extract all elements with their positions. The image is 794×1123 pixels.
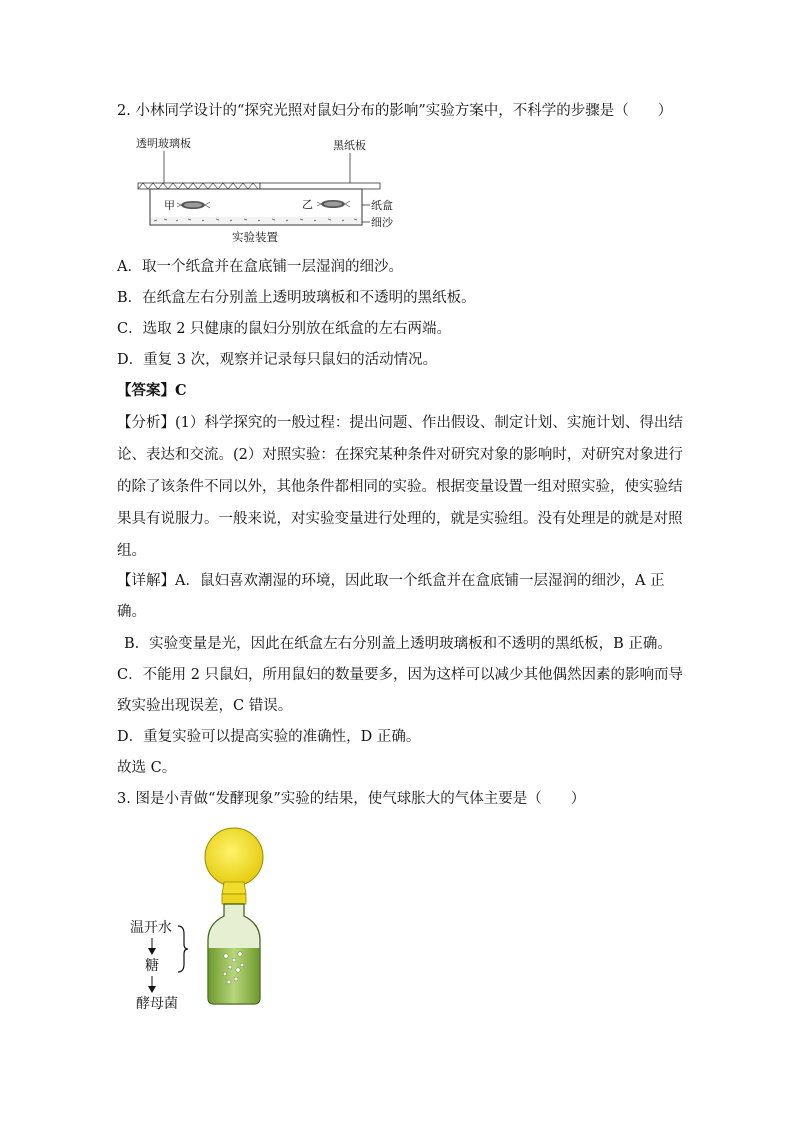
detail-line: B．实验变量是光，因此在纸盒左右分别盖上透明玻璃板和不透明的黑纸板，B 正确。 [124, 636, 672, 652]
option-d: D．重复 3 次，观察并记录每只鼠妇的活动情况。 [117, 352, 438, 368]
question-3-stem: 3. 图是小青做“发酵现象”实验的结果，使气球胀大的气体主要是（ ） [117, 791, 586, 807]
fermentation-figure [126, 822, 286, 1012]
label-yi: 乙 [302, 198, 313, 211]
option-a: A．取一个纸盒并在盒底铺一层湿润的细沙。 [117, 259, 403, 275]
detail-line: D．重复实验可以提高实验的准确性，D 正确。 [117, 729, 421, 745]
bracket [178, 926, 188, 972]
label-sugar: 糖 [145, 958, 159, 974]
detail-line: 【详解】A．鼠妇喜欢潮湿的环境，因此取一个纸盒并在盒底铺一层湿润的细沙，A 正 [117, 573, 665, 589]
label-paper-box: 纸盒 [371, 199, 393, 212]
detail-line: 致实验出现误差，C 错误。 [117, 698, 293, 714]
label-warm-water: 温开水 [130, 920, 172, 936]
label-black-paper: 黑纸板 [333, 139, 366, 152]
experiment-device-figure [130, 133, 393, 245]
label-glass-plate: 透明玻璃板 [136, 137, 191, 150]
analysis-line: 论、表达和交流。(2）对照实验：在探究某种条件对研究对象的影响时，对研究对象进行 [117, 447, 683, 463]
analysis-line: 组。 [117, 543, 146, 559]
balloon [205, 828, 263, 886]
detail-line: C．不能用 2 只鼠妇，所用鼠妇的数量要多，因为这样可以减少其他偶然因素的影响而导 [117, 667, 684, 683]
question-2-stem: 2. 小林同学设计的“探究光照对鼠妇分布的影响”实验方案中，不科学的步骤是（ ） [117, 103, 673, 119]
option-b: B．在纸盒左右分别盖上透明玻璃板和不透明的黑纸板。 [117, 290, 476, 306]
label-jia: 甲 [164, 199, 175, 212]
fine-sand [151, 217, 361, 224]
option-c: C．选取 2 只健康的鼠妇分别放在纸盒的左右两端。 [117, 321, 452, 337]
solution [209, 948, 260, 1003]
label-fine-sand: 细沙 [371, 216, 393, 229]
analysis-line: 果具有说服力。一般来说，对实验变量进行处理的，就是实验组。没有处理是的就是对照 [117, 511, 683, 527]
detail-line: 确。 [117, 604, 146, 620]
figure-caption: 实验装置 [232, 230, 278, 244]
black-paper-plate [260, 183, 380, 189]
label-yeast: 酵母菌 [136, 996, 178, 1012]
analysis-line: 的除了该条件不同以外，其他条件都相同的实验。根据变量设置一组对照实验，使实验结 [117, 479, 683, 495]
analysis-line: 【分析】(1）科学探究的一般过程：提出问题、作出假设、制定计划、实施计划、得出结 [117, 415, 683, 431]
detail-line: 故选 C。 [117, 760, 177, 776]
answer: 【答案】C [117, 382, 187, 399]
